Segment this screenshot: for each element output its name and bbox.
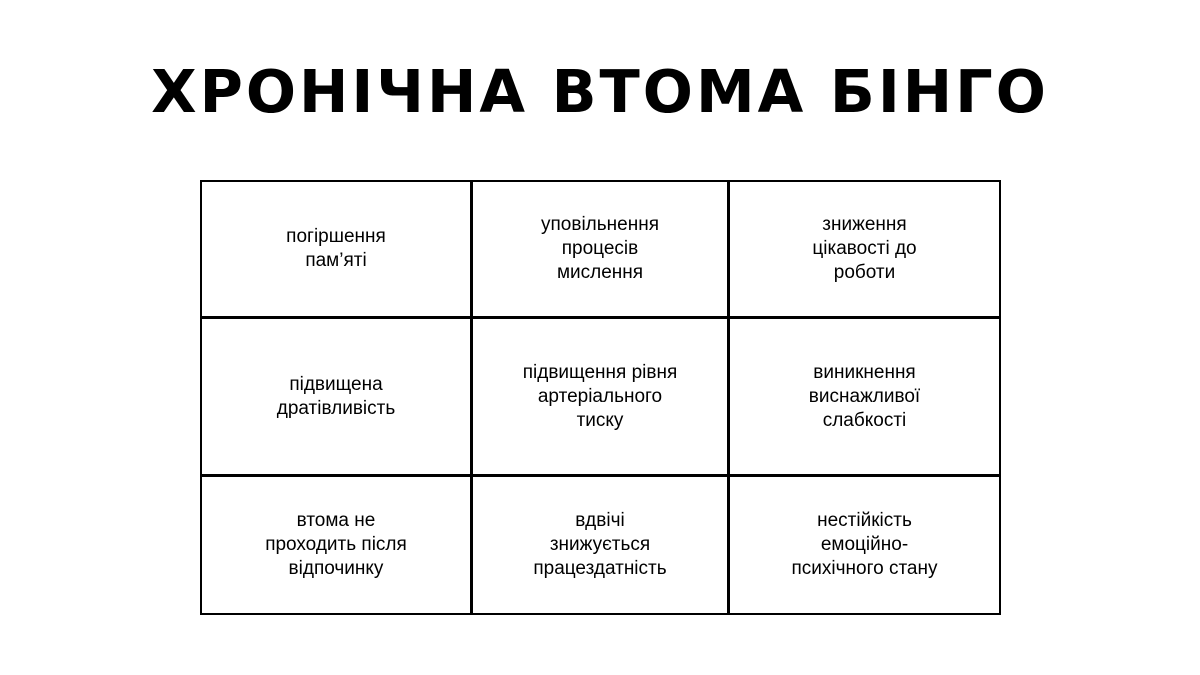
bingo-cell-1 [202,182,473,319]
bingo-cell-text: вдвічі знижується працездатність [533,510,667,579]
bingo-cell-text: погіршення пам’яті [286,226,386,271]
bingo-cell-text: виникнення виснажливої слабкості [808,361,921,431]
bingo-grid [200,180,1001,615]
bingo-cell-8 [473,477,730,613]
bingo-cell-text: нестійкість емоційно- психічного стану [791,510,938,579]
bingo-cell-4 [202,319,473,477]
bingo-cell-9 [730,477,999,613]
bingo-cell-text: підвищена дратівливість [276,373,396,419]
bingo-cell-text: зниження цікавості до роботи [812,214,917,283]
bingo-cell-5 [473,319,730,477]
bingo-cell-text: уповільнення процесів мислення [541,214,659,283]
bingo-cell-3 [730,182,999,319]
bingo-cell-7 [202,477,473,613]
bingo-cell-6 [730,319,999,477]
page-title: ХРОНІЧНА ВТОМА БІНГО [151,57,1049,126]
bingo-cell-text: підвищення рівня артеріального тиску [522,361,678,431]
bingo-cell-text: втома не проходить після відпочинку [265,510,407,579]
bingo-cell-2 [473,182,730,319]
